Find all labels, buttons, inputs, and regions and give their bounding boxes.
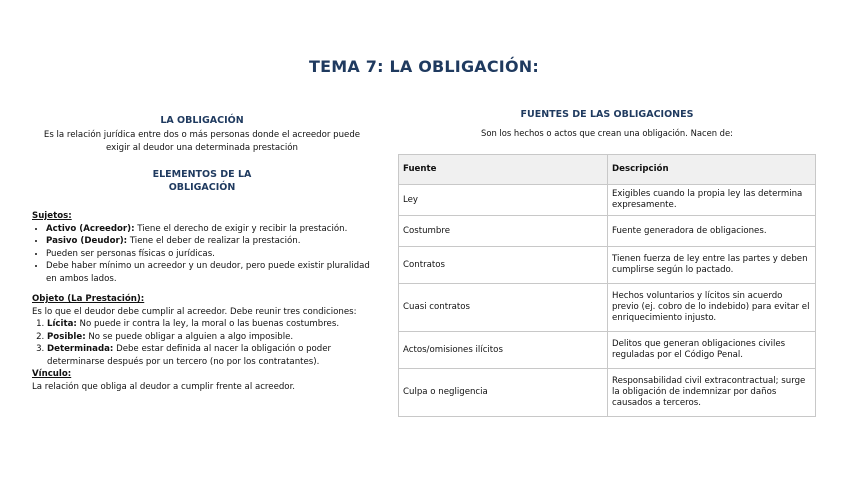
list-item-bold: Posible: [47,331,86,342]
table-cell-description: Tienen fuerza de ley entre las partes y deben cumplirse según lo pactado. [608,247,816,284]
table-row [399,185,816,216]
table-row [399,369,816,417]
list-item [47,331,372,344]
table-cell-description: Responsabilidad civil extracontractual; surge la obligación de indemnizar por daños causados a terceros. [608,369,816,417]
list-item-text: No puede ir contra la ley, la moral o las buenas costumbres. [76,319,340,329]
table-cell-source: Culpa o negligencia [399,369,608,417]
object-label: Objeto (La Prestación): [32,294,145,304]
table-header-row [399,155,816,185]
sources-heading: FUENTES DE LAS OBLIGACIONES [520,109,694,120]
link-text: La relación que obliga al deudor a cumplir frente al acreedor. [32,381,296,392]
list-item-bold: Determinada: [47,344,114,354]
subjects-list [32,223,372,286]
list-item-text: Tiene el derecho de exigir y recibir la prestación. [134,223,348,234]
list-item [46,223,372,236]
page-title: TEMA 7: LA OBLIGACIÓN: [309,57,539,76]
table-row [399,332,816,369]
sources-table [398,154,816,417]
table-row [399,216,816,247]
list-item-text: Pueden ser personas físicas o jurídicas. [46,248,215,259]
list-item-bold: Pasivo (Deudor): [46,236,128,246]
list-item [46,248,372,261]
list-item-text: No se puede obligar a alguien a algo imposible. [85,331,294,342]
list-item-bold: Lícita: [47,319,77,329]
left-column [32,114,372,393]
sources-subtitle: Son los hechos o actos que crean una obligación. Nacen de: [481,128,733,138]
table-row [399,247,816,284]
table-row [399,284,816,332]
right-column [398,108,816,138]
elements-heading [32,168,372,194]
table-cell-source: Cuasi contratos [399,284,608,332]
table-cell-description: Exigibles cuando la propia ley las determina expresamente. [608,185,816,216]
table-cell-source: Ley [399,185,608,216]
obligation-definition: Es la relación jurídica entre dos o más personas donde el acreedor puede exigir al deudor una determinada prestación [43,130,361,153]
list-item-text: Debe haber mínimo un acreedor y un deudor, pero puede existir pluralidad en ambos lados. [46,261,370,284]
list-item [47,343,372,368]
table-cell-source: Actos/omisiones ilícitos [399,332,608,369]
table-cell-source: Contratos [399,247,608,284]
elements-heading-line2: OBLIGACIÓN [168,182,236,193]
elements-heading-line1: ELEMENTOS DE LA [152,169,252,180]
table-cell-description: Hechos voluntarios y lícitos sin acuerdo previo (ej. cobro de lo indebido) para evitar el enriquecimiento injusto. [608,284,816,332]
list-item-bold: Activo (Acreedor): [46,223,135,234]
obligation-heading: LA OBLIGACIÓN [160,115,244,126]
table-cell-description: Delitos que generan obligaciones civiles reguladas por el Código Penal. [608,332,816,369]
column-header-source: Fuente [399,155,608,185]
table-cell-description: Fuente generadora de obligaciones. [608,216,816,247]
column-header-description: Descripción [608,155,816,185]
object-intro: Es lo que el deudor debe cumplir al acreedor. Debe reunir tres condiciones: [32,306,357,317]
conditions-list [32,318,372,368]
table-cell-source: Costumbre [399,216,608,247]
list-item [46,260,372,285]
list-item-text: Tiene el deber de realizar la prestación. [127,236,301,246]
list-item [46,235,372,248]
list-item-text: Debe estar definida al nacer la obligación o poder determinarse después por un tercero (no por los contratantes). [47,344,332,367]
subjects-label: Sujetos: [32,211,72,221]
link-label: Vínculo: [32,369,72,379]
list-item [47,318,372,331]
